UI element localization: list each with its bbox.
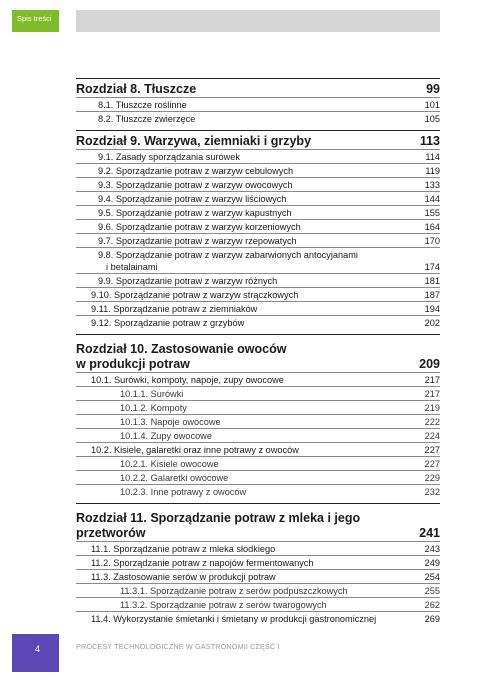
toc-page-number: 222 bbox=[424, 417, 440, 427]
toc-subsection-row[interactable] bbox=[76, 583, 440, 597]
toc-entry-title-line: 9.7. Sporządzanie potraw z warzyw rzepowatych bbox=[98, 236, 297, 246]
toc-entry-title-line: 9.9. Sporządzanie potraw z warzyw różnych bbox=[98, 276, 278, 286]
toc-entry-title bbox=[76, 235, 425, 247]
toc-section-row[interactable] bbox=[76, 315, 440, 329]
toc-page-number: 155 bbox=[424, 208, 440, 218]
toc-page-number: 224 bbox=[424, 431, 440, 441]
toc-page-number: 243 bbox=[424, 544, 440, 554]
toc-page-number: 227 bbox=[424, 459, 440, 469]
toc-section-row[interactable] bbox=[76, 149, 440, 163]
toc-page-number: 227 bbox=[424, 445, 440, 455]
toc-entry-title-line: 8.1. Tłuszcze roślinne bbox=[98, 100, 187, 110]
toc-entry-title bbox=[76, 113, 425, 125]
toc-entry-title-line: 10.1.2. Kompoty bbox=[120, 403, 187, 413]
toc-page-number: 105 bbox=[424, 114, 440, 124]
toc-entry-title-line: 10.2. Kisiele, galaretki oraz inne potrawy z owoców bbox=[91, 445, 299, 455]
toc-page-number: 217 bbox=[424, 375, 440, 385]
toc-entry-title-line: Rozdział 10. Zastosowanie owoców bbox=[76, 342, 287, 356]
book-title: PROCESY TECHNOLOGICZNE W GASTRONOMII CZĘŚĆ I bbox=[76, 642, 280, 651]
toc-section-row[interactable] bbox=[76, 191, 440, 205]
toc-entry-title bbox=[76, 82, 426, 97]
toc-page-number: 202 bbox=[424, 318, 440, 328]
toc-subsection-row[interactable] bbox=[76, 456, 440, 470]
toc-entry-title bbox=[76, 402, 425, 414]
toc-section-row[interactable] bbox=[76, 611, 440, 625]
toc-page-number: 217 bbox=[424, 389, 440, 399]
toc-entry-title-line: 10.2.2. Galaretki owocowe bbox=[120, 473, 229, 483]
toc-entry-title bbox=[76, 99, 425, 111]
toc-entry-title-line: 9.12. Sporządzanie potraw z grzybów bbox=[91, 318, 245, 328]
toc-entry-title-line: 9.1. Zasady sporządzania surówek bbox=[98, 152, 240, 162]
toc-chapter-row[interactable] bbox=[76, 334, 440, 372]
toc-entry-title bbox=[76, 472, 425, 484]
toc-entry-title-line: przetworów bbox=[76, 526, 146, 540]
toc-section-row[interactable] bbox=[76, 219, 440, 233]
toc-page-number: 144 bbox=[424, 194, 440, 204]
toc-page-number: 101 bbox=[424, 100, 440, 110]
toc-entry-title bbox=[76, 613, 425, 625]
toc-page-number: 229 bbox=[424, 473, 440, 483]
toc-entry-title bbox=[76, 388, 425, 400]
toc-section-row[interactable] bbox=[76, 569, 440, 583]
toc-entry-title-line: 10.2.1. Kisiele owocowe bbox=[120, 459, 219, 469]
toc-section-row[interactable] bbox=[76, 273, 440, 287]
toc-entry-title bbox=[76, 444, 425, 456]
toc-entry-title-line: 11.1. Sporządzanie potraw z mleka słodkiego bbox=[91, 544, 276, 554]
toc-entry-title-line: 11.3. Zastosowanie serów w produkcji potraw bbox=[91, 572, 276, 582]
toc-entry-title-line: 9.3. Sporządzanie potraw z warzyw owocowych bbox=[98, 180, 293, 190]
toc-entry-title bbox=[76, 585, 425, 597]
toc-entry-title bbox=[76, 374, 425, 386]
toc-entry-title bbox=[76, 599, 425, 611]
toc-entry-title bbox=[76, 193, 425, 205]
toc-section-row[interactable] bbox=[76, 163, 440, 177]
toc-entry-title-line: 9.6. Sporządzanie potraw z warzyw korzeniowych bbox=[98, 222, 301, 232]
toc-entry-title-line: 11.2. Sporządzanie potraw z napojów fermentowanych bbox=[91, 558, 314, 568]
toc-page-number: 262 bbox=[424, 600, 440, 610]
toc-entry-title bbox=[76, 249, 425, 273]
toc-chapter-row[interactable] bbox=[76, 130, 440, 149]
toc-entry-title-line: w produkcji potraw bbox=[76, 357, 190, 371]
toc-entry-title-line: 9.2. Sporządzanie potraw z warzyw cebulowych bbox=[98, 166, 294, 176]
toc-page-number: 99 bbox=[426, 82, 440, 96]
toc-section-row[interactable] bbox=[76, 287, 440, 301]
toc-entry-title-line: 11.3.2. Sporządzanie potraw z serów twarogowych bbox=[120, 600, 327, 610]
toc-entry-title-line: 9.5. Sporządzanie potraw z warzyw kapustnych bbox=[98, 208, 292, 218]
toc-entry-title-line: 9.8. Sporządzanie potraw z warzyw zabarwionych antocyjanami bbox=[98, 250, 358, 260]
toc-section-row[interactable] bbox=[76, 205, 440, 219]
toc-entry-title-line: i betalainami bbox=[106, 262, 158, 272]
toc-section-row[interactable] bbox=[76, 555, 440, 569]
toc-entry-title bbox=[76, 511, 419, 541]
section-tab: Spis treści bbox=[12, 10, 59, 32]
toc-entry-title bbox=[76, 165, 425, 177]
page-number: 4 bbox=[12, 634, 59, 672]
toc-subsection-row[interactable] bbox=[76, 597, 440, 611]
toc-page-number: 133 bbox=[424, 180, 440, 190]
toc-entry-title-line: 10.1.4. Zupy owocowe bbox=[120, 431, 212, 441]
toc-subsection-row[interactable] bbox=[76, 428, 440, 442]
toc-entry-title-line: 11.3.1. Sporządzanie potraw z serów podpuszczkowych bbox=[120, 586, 348, 596]
table-of-contents bbox=[76, 78, 440, 625]
toc-page-number: 187 bbox=[424, 290, 440, 300]
toc-page-number: 232 bbox=[424, 487, 440, 497]
toc-page-number: 164 bbox=[424, 222, 440, 232]
toc-entry-title-line: 9.10. Sporządzanie potraw z warzyw strączkowych bbox=[91, 290, 299, 300]
toc-page-number: 113 bbox=[419, 134, 440, 148]
toc-page-number: 194 bbox=[424, 304, 440, 314]
toc-entry-title bbox=[76, 179, 425, 191]
toc-page-number: 241 bbox=[419, 526, 440, 540]
toc-entry-title bbox=[76, 486, 425, 498]
toc-section-row[interactable] bbox=[76, 177, 440, 191]
toc-page-number: 114 bbox=[425, 152, 440, 162]
toc-page-number: 209 bbox=[419, 357, 440, 371]
toc-entry-title bbox=[76, 458, 425, 470]
toc-entry-title-line: 11.4. Wykorzystanie śmietanki i śmietany w produkcji gastronomicznej bbox=[91, 614, 377, 624]
toc-page-number: 269 bbox=[424, 614, 440, 624]
toc-page-number: 249 bbox=[424, 558, 440, 568]
toc-entry-title-line: 8.2. Tłuszcze zwierzęce bbox=[98, 114, 196, 124]
toc-entry-title bbox=[76, 275, 425, 287]
toc-entry-title-line: Rozdział 8. Tłuszcze bbox=[76, 82, 197, 96]
toc-page-number: 219 bbox=[424, 403, 440, 413]
toc-section-row[interactable] bbox=[76, 247, 440, 273]
toc-page-number: 254 bbox=[424, 572, 440, 582]
toc-entry-title bbox=[76, 303, 425, 315]
toc-subsection-row[interactable] bbox=[76, 386, 440, 400]
toc-entry-title bbox=[76, 207, 425, 219]
toc-section-row[interactable] bbox=[76, 301, 440, 315]
toc-subsection-row[interactable] bbox=[76, 470, 440, 484]
toc-entry-title bbox=[76, 571, 425, 583]
toc-entry-title-line: 10.2.3. Inne potrawy z owoców bbox=[120, 487, 247, 497]
toc-section-row[interactable] bbox=[76, 233, 440, 247]
toc-section-row[interactable] bbox=[76, 97, 440, 111]
toc-entry-title bbox=[76, 416, 425, 428]
toc-entry-title bbox=[76, 557, 425, 569]
toc-page-number: 170 bbox=[424, 236, 440, 246]
toc-page-number: 174 bbox=[424, 262, 440, 272]
toc-subsection-row[interactable] bbox=[76, 414, 440, 428]
toc-entry-title-line: 9.4. Sporządzanie potraw z warzyw liściowych bbox=[98, 194, 287, 204]
toc-page-number: 255 bbox=[424, 586, 440, 596]
header-bar bbox=[76, 10, 440, 32]
toc-section-row[interactable] bbox=[76, 111, 440, 125]
toc-chapter-row[interactable] bbox=[76, 78, 440, 97]
toc-entry-title-line: 10.1.3. Napoje owocowe bbox=[120, 417, 221, 427]
toc-entry-title bbox=[76, 151, 425, 163]
toc-entry-title bbox=[76, 430, 425, 442]
toc-entry-title bbox=[76, 221, 425, 233]
toc-subsection-row[interactable] bbox=[76, 400, 440, 414]
toc-section-row[interactable] bbox=[76, 541, 440, 555]
toc-entry-title-line: Rozdział 11. Sporządzanie potraw z mleka i jego bbox=[76, 511, 361, 525]
toc-chapter-row[interactable] bbox=[76, 503, 440, 541]
toc-entry-title bbox=[76, 289, 425, 301]
toc-entry-title bbox=[76, 543, 425, 555]
toc-entry-title-line: 10.1.1. Surówki bbox=[120, 389, 184, 399]
toc-entry-title-line: 9.11. Sporządzanie potraw z ziemniaków bbox=[91, 304, 258, 314]
toc-entry-title bbox=[76, 317, 425, 329]
toc-section-row[interactable] bbox=[76, 442, 440, 456]
toc-section-row[interactable] bbox=[76, 372, 440, 386]
toc-entry-title bbox=[76, 134, 420, 149]
toc-subsection-row[interactable] bbox=[76, 484, 440, 498]
toc-page-number: 181 bbox=[424, 276, 440, 286]
toc-page-number: 119 bbox=[425, 166, 440, 176]
toc-entry-title-line: Rozdział 9. Warzywa, ziemniaki i grzyby bbox=[76, 134, 312, 148]
toc-entry-title bbox=[76, 342, 419, 372]
toc-entry-title-line: 10.1. Surówki, kompoty, napoje, zupy owocowe bbox=[91, 375, 284, 385]
